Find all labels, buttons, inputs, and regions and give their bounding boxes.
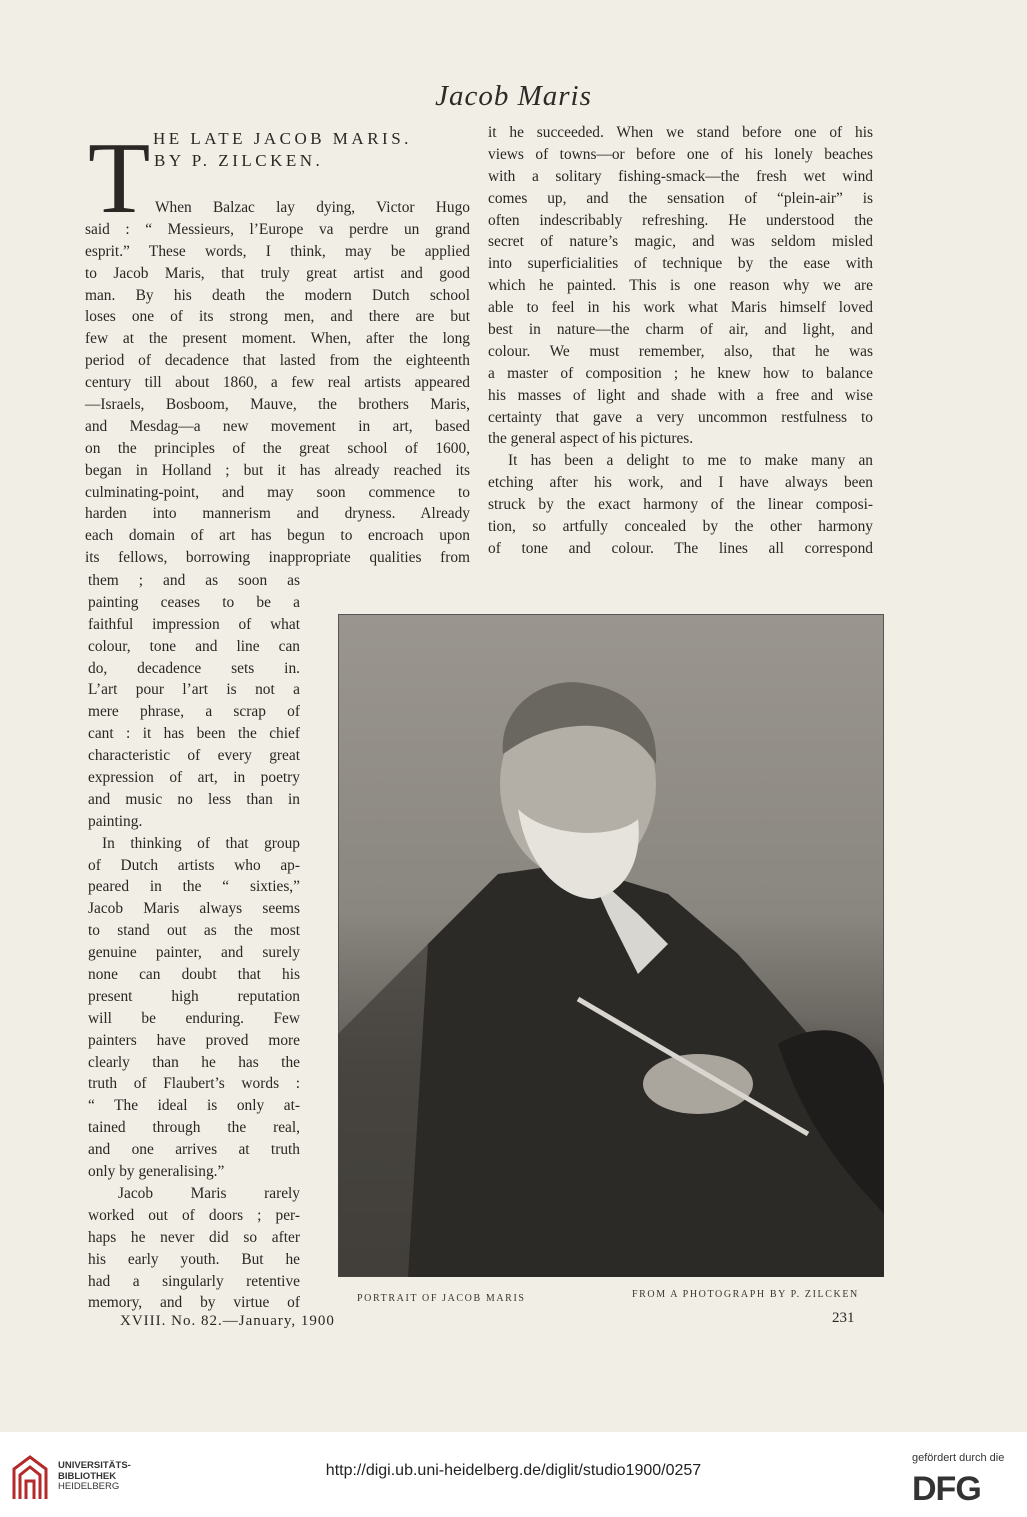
text-line: genuine painter, and surely [88, 944, 300, 962]
text-line: and music no less than in [88, 790, 300, 808]
text-line: on the principles of the great school of 1600, [85, 439, 470, 457]
dfg-logo: DFG [912, 1470, 981, 1508]
text-line: will be enduring. Few [88, 1009, 300, 1027]
text-line: painters have proved more [88, 1031, 300, 1049]
library-name-line-2: BIBLIOTHEK [58, 1470, 117, 1482]
text-line: man. By his death the modern Dutch school [85, 286, 470, 304]
text-line: clearly than he has the [88, 1053, 300, 1071]
text-line: L’art pour l’art is not a [88, 681, 300, 699]
text-line: struck by the exact harmony of the linear composi- [488, 496, 873, 514]
text-line: only by generalising.” [88, 1163, 225, 1181]
text-line: painting ceases to be a [88, 593, 300, 611]
left-column-full [85, 197, 470, 569]
text-line: and Mesdag—a new movement in art, based [85, 417, 470, 435]
text-line: haps he never did so after [88, 1228, 300, 1246]
headline-line-1: HE LATE JACOB MARIS. [153, 129, 412, 148]
text-line: In thinking of that group [102, 834, 300, 852]
library-name-line-3: HEIDELBERG [58, 1481, 120, 1492]
text-line: —Israels, Bosboom, Mauve, the brothers Maris, [85, 396, 470, 414]
text-line: none can doubt that his [88, 966, 300, 984]
right-column [488, 122, 873, 560]
text-line: them ; and as soon as [88, 572, 300, 589]
text-line: said : “ Messieurs, l’Europe va perdre un grand [85, 220, 470, 238]
library-name-line-1: UNIVERSITÄTS- [58, 1460, 131, 1471]
text-line: and one arrives at truth [88, 1141, 300, 1159]
text-line: best in nature—the charm of air, and light, and [488, 321, 873, 339]
issue-info: XVIII. No. 82.—January, 1900 [120, 1313, 335, 1329]
headline-byline: BY P. ZILCKEN. [154, 151, 324, 170]
text-line: often indescribably refreshing. He understood the [488, 211, 873, 229]
text-line: period of decadence that lasted from the eighteenth [85, 352, 470, 370]
text-line: its fellows, borrowing inappropriate qualities from [85, 549, 470, 567]
text-line: cant : it has been the chief [88, 725, 300, 743]
text-line: of Dutch artists who ap- [88, 856, 300, 874]
text-line: Jacob Maris always seems [88, 900, 300, 918]
text-line: secret of nature’s magic, and was seldom misled [488, 233, 873, 251]
text-line: began in Holland ; but it has already reached its [85, 461, 470, 479]
text-line: century till about 1860, a few real artists appeared [85, 374, 470, 392]
caption-portrait: PORTRAIT OF JACOB MARIS [357, 1293, 526, 1304]
text-line: memory, and by virtue of [88, 1294, 300, 1312]
text-line: into superficialities of technique by the ease with [488, 255, 873, 273]
text-line: few at the present moment. When, after the long [85, 330, 470, 348]
text-line: it he succeeded. When we stand before one of his [488, 124, 873, 141]
running-head: Jacob Maris [435, 80, 592, 112]
source-url-link[interactable]: http://digi.ub.uni-heidelberg.de/diglit/studio1900/0257 [325, 1462, 702, 1479]
text-line: When Balzac lay dying, Victor Hugo [155, 199, 470, 216]
caption-credit: FROM A PHOTOGRAPH BY P. ZILCKEN [632, 1289, 859, 1300]
text-line: tion, so artfully concealed by the other harmony [488, 518, 873, 536]
funder-label: gefördert durch die [912, 1452, 1005, 1464]
text-line: painting. [88, 812, 143, 830]
text-line: culminating-point, and may soon commence to [85, 483, 470, 501]
text-line: colour. We must remember, also, that he was [488, 342, 873, 360]
text-line: colour, tone and line can [88, 637, 300, 655]
text-line: certainty that gave a very uncommon restfulness to [488, 408, 873, 426]
text-line: a master of composition ; he knew how to balance [488, 364, 873, 382]
text-line: his early youth. But he [88, 1250, 300, 1268]
text-line: expression of art, in poetry [88, 769, 300, 787]
text-line: esprit.” These words, I think, may be applied [85, 242, 470, 260]
text-line: etching after his work, and I have always been [488, 474, 873, 492]
text-line: the general aspect of his pictures. [488, 430, 694, 448]
portrait-figure [338, 614, 884, 1277]
text-line: had a singularly retentive [88, 1272, 300, 1290]
page-number: 231 [832, 1310, 855, 1326]
text-line: which he painted. This is one reason why we are [488, 277, 873, 295]
portrait-photograph [338, 614, 884, 1277]
text-line: truth of Flaubert’s words : [88, 1075, 300, 1093]
text-line: faithful impression of what [88, 615, 300, 633]
text-line: tained through the real, [88, 1119, 300, 1137]
text-line: loses one of its strong men, and there are but [85, 308, 470, 326]
text-line: with a solitary fishing-smack—the fresh wet wind [488, 167, 873, 185]
text-line: to stand out as the most [88, 922, 300, 940]
text-line: each domain of art has begun to encroach upon [85, 527, 470, 545]
text-line: peared in the “ sixties,” [88, 878, 300, 896]
text-line: able to feel in his work what Maris himself loved [488, 299, 873, 317]
text-line: It has been a delight to me to make many an [508, 452, 873, 470]
drop-cap: T [88, 122, 151, 235]
text-line: “ The ideal is only at- [88, 1097, 300, 1115]
text-line: present high reputation [88, 987, 300, 1005]
text-line: mere phrase, a scrap of [88, 703, 300, 721]
text-line: characteristic of every great [88, 747, 300, 765]
text-line: harden into mannerism and dryness. Already [85, 505, 470, 523]
article-headline [153, 128, 473, 172]
text-line: Jacob Maris rarely [118, 1184, 300, 1202]
text-line: do, decadence sets in. [88, 659, 300, 677]
left-column-narrow [88, 570, 300, 1314]
text-line: of tone and colour. The lines all correspond [488, 539, 873, 557]
text-line: to Jacob Maris, that truly great artist and good [85, 264, 470, 282]
text-line: his masses of light and shade with a free and wise [488, 386, 873, 404]
text-line: views of towns—or before one of his lonely beaches [488, 145, 873, 163]
text-line: comes up, and the sensation of “plein-air” is [488, 189, 873, 207]
text-line: worked out of doors ; per- [88, 1206, 300, 1224]
